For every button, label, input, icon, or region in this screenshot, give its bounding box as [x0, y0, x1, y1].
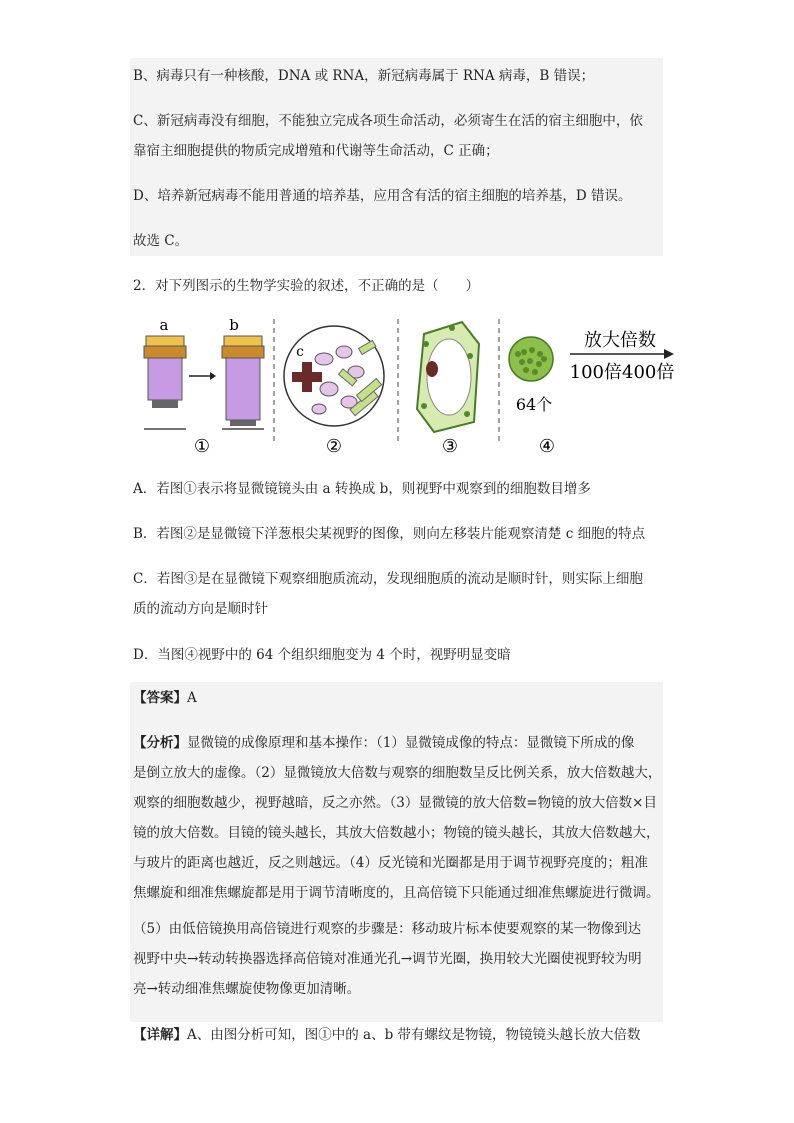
- answer-line: [133, 688, 197, 708]
- cell-field-view: [509, 337, 553, 381]
- option-c: C．若图③是在显微镜下观察细胞质流动，发现细胞质的流动是顺时针，则实际上细胞: [133, 571, 643, 587]
- panel-1-label: ①: [193, 436, 211, 457]
- plant-cell: [417, 322, 479, 432]
- analysis-line: （5）由低倍镜换用高倍镜进行观察的步骤是：移动玻片标本使要观察的某一物像到达: [133, 921, 642, 937]
- option-a: A．若图①表示将显微镜镜头由 a 转换成 b，则视野中观察到的细胞数目增多: [133, 481, 591, 497]
- panel-2-label: ②: [325, 436, 343, 457]
- root-tip-view: [284, 326, 384, 426]
- analysis-line: 亮→转动细准焦螺旋使物像更加清晰。: [133, 981, 361, 997]
- objective-lens-a: [144, 336, 186, 408]
- label-a: a: [159, 316, 169, 334]
- prev-answer-line: 靠宿主细胞提供的物质完成增殖和代谢等生命活动，C 正确；: [133, 143, 499, 159]
- analysis-line: 是倒立放大的虚像。（2）显微镜放大倍数与观察的细胞数呈反比例关系，放大倍数越大，: [133, 765, 662, 781]
- analysis-line: 【分析】显微镜的成像原理和基本操作：（1）显微镜成像的特点：显微镜下所成的像: [133, 735, 635, 751]
- option-c-cont: 质的流动方向是顺时针: [133, 601, 268, 617]
- prev-answer-line: 故选 C。: [133, 233, 189, 249]
- magnification-title: 放大倍数: [584, 330, 656, 351]
- analysis-line: 镜的放大倍数。目镜的镜头越长，其放大倍数越小；物镜的镜头越长，其放大倍数越大，: [133, 825, 660, 841]
- objective-lens-b: [222, 336, 264, 426]
- panel-4-label: ④: [538, 436, 556, 457]
- analysis-line: 视野中央→转动转换器选择高倍镜对准通光孔→调节光圈，换用较大光圈使视野较为明: [133, 951, 642, 967]
- panel-3-label: ③: [441, 436, 459, 457]
- detail-line: 【详解】A、由图分析可知，图①中的 a、b 带有螺纹是物镜，物镜镜头越长放大倍数: [133, 1027, 641, 1043]
- option-d: D．当图④视野中的 64 个组织细胞变为 4 个时，视野明显变暗: [133, 647, 511, 663]
- cells-count: 64个: [515, 395, 553, 414]
- prev-answer-line: C、新冠病毒没有细胞，不能独立完成各项生命活动，必须寄生在活的宿主细胞中，依: [133, 113, 643, 129]
- experiment-figure: [134, 314, 679, 460]
- prev-answer-line: D、培养新冠病毒不能用普通的培养基，应用含有活的宿主细胞的培养基，D 错误。: [133, 188, 632, 204]
- answer-label: 【答案】: [133, 690, 187, 706]
- detail-label: 【详解】: [133, 1027, 187, 1043]
- magnification-values: 100倍400倍: [569, 362, 675, 383]
- analysis-line: 与玻片的距离也越近，反之则越远。（4）反光镜和光圈都是用于调节视野亮度的；粗准: [133, 855, 648, 871]
- analysis-line: 观察的细胞数越少，视野越暗，反之亦然。（3）显微镜的放大倍数=物镜的放大倍数×目: [133, 795, 657, 811]
- analysis-label: 【分析】: [133, 735, 187, 751]
- label-b: b: [229, 316, 239, 334]
- prev-answer-line: B、病毒只有一种核酸，DNA 或 RNA，新冠病毒属于 RNA 病毒，B 错误；: [133, 68, 595, 84]
- label-c: c: [296, 344, 304, 360]
- option-b: B．若图②是显微镜下洋葱根尖某视野的图像，则向左移装片能观察清楚 c 细胞的特点: [133, 526, 646, 542]
- question-stem: 2．对下列图示的生物学实验的叙述，不正确的是（ ）: [133, 278, 480, 294]
- analysis-line: 焦螺旋和细准焦螺旋都是用于调节清晰度的，且高倍镜下只能通过细准焦螺旋进行微调。: [133, 885, 660, 901]
- answer-value: A: [187, 690, 197, 706]
